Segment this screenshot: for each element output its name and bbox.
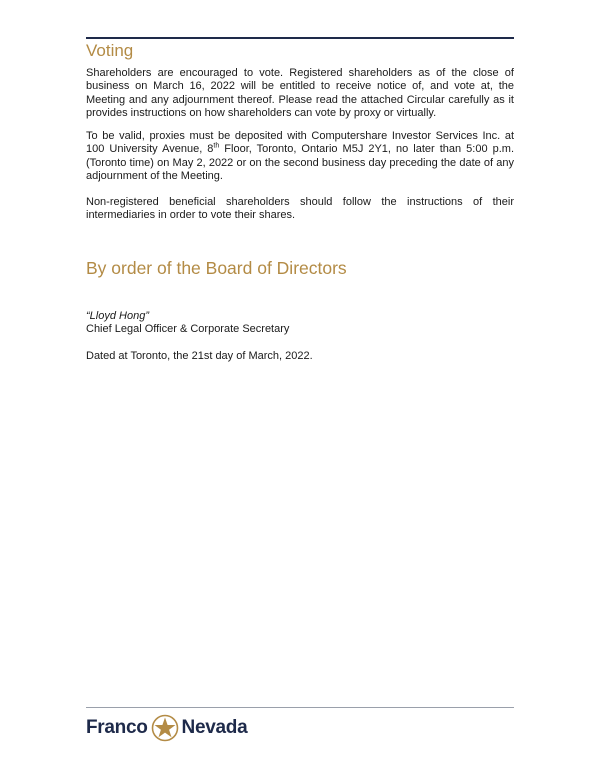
board-heading: By order of the Board of Directors xyxy=(86,258,347,278)
logo-text-right: Nevada xyxy=(181,717,248,738)
dated-line: Dated at Toronto, the 21st day of March, 2022. xyxy=(86,350,313,362)
star-icon xyxy=(150,714,180,742)
bottom-rule xyxy=(86,707,514,708)
voting-paragraph-2-part-a: To be valid, proxies must be deposited with Computershare Investor Services Inc. at 100 University Avenue, 8 xyxy=(86,130,514,156)
logo-text-left: Franco xyxy=(86,717,148,738)
voting-paragraph-2 xyxy=(86,130,514,184)
voting-paragraph-2-part-b: Floor, Toronto, Ontario M5J 2Y1, no later than 5:00 p.m. (Toronto time) on May 2, 2022 or on the second business day preceding the date of any adjournment of the Meeting. xyxy=(86,143,514,183)
voting-paragraph-3: Non-registered beneficial shareholders should follow the instructions of their intermediaries in order to vote their shares. xyxy=(86,196,514,222)
top-rule xyxy=(86,37,514,39)
signature-name: “Lloyd Hong” xyxy=(86,310,149,322)
ordinal-superscript: th xyxy=(213,142,220,150)
signatory-title: Chief Legal Officer & Corporate Secretary xyxy=(86,323,290,335)
voting-heading: Voting xyxy=(86,41,134,60)
voting-paragraph-1: Shareholders are encouraged to vote. Registered shareholders as of the close of business on March 16, 2022 will be entitled to receive notice of, and vote at, the Meeting and any adjournment thereof. Please read the attached Circular carefully as it provides instructions on how shareholders can vote by proxy or virtually. xyxy=(86,67,514,120)
franco-nevada-logo xyxy=(86,714,247,742)
